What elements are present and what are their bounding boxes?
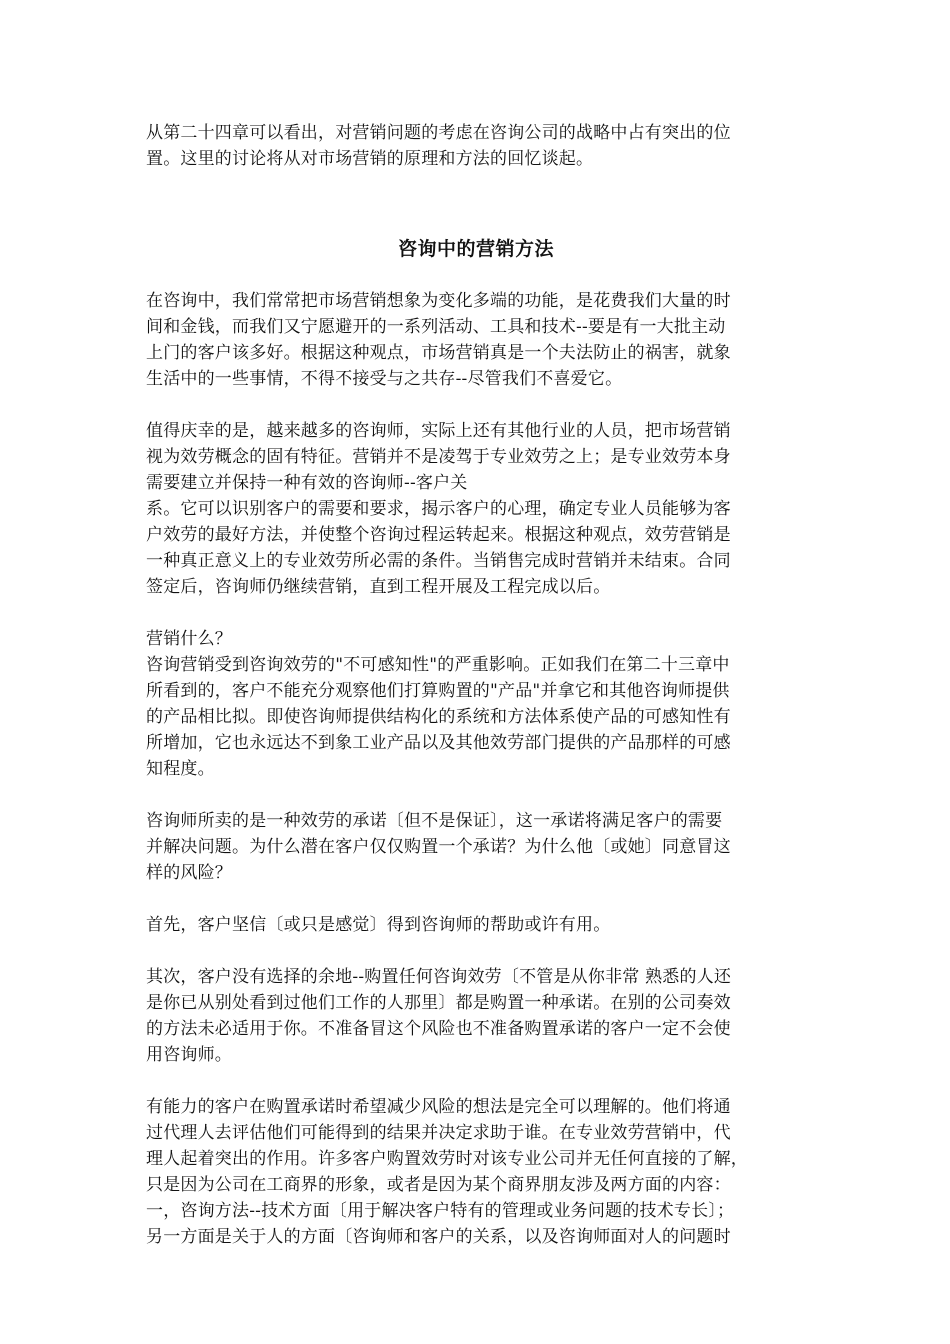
intro-paragraph — [146, 120, 806, 172]
paragraph-6 — [146, 964, 806, 1068]
text-line: 理人起着突出的作用。许多客户购置效劳时对该专业公司并无任何直接的了解， — [146, 1149, 748, 1169]
text-line: 视为效劳概念的固有特征。营销并不是凌驾于专业效劳之上；是专业效劳本身 — [146, 447, 731, 467]
text-line: 值得庆幸的是，越来越多的咨询师，实际上还有其他行业的人员，把市场营销 — [146, 421, 731, 441]
text-line: 所增加，它也永远达不到象工业产品以及其他效劳部门提供的产品那样的可感 — [146, 733, 731, 753]
text-line: 知程度。 — [146, 759, 215, 779]
paragraph-5 — [146, 912, 806, 938]
spacer — [146, 172, 806, 236]
text-line: 生活中的一些事情，不得不接受与之共存--尽管我们不喜爱它。 — [146, 369, 623, 389]
paragraph-2 — [146, 418, 806, 600]
paragraph-4 — [146, 808, 806, 886]
subheading-line: 营销什么？ — [146, 629, 232, 649]
text-line: 系。它可以识别客户的需要和要求，揭示客户的心理，确定专业人员能够为客 — [146, 499, 731, 519]
text-line: 间和金钱，而我们又宁愿避开的一系列活动、工具和技术--要是有一大批主动 — [146, 317, 726, 337]
text-line: 一种真正意义上的专业效劳所必需的条件。当销售完成时营销并未结束。合同 — [146, 551, 731, 571]
text-line: 上门的客户该多好。根据这种观点，市场营销真是一个夫法防止的祸害，就象 — [146, 343, 731, 363]
section-title: 咨询中的营销方法 — [397, 238, 554, 260]
text-line: 签定后，咨询师仍继续营销，直到工程开展及工程完成以后。 — [146, 577, 611, 597]
text-line: 在咨询中，我们常常把市场营销想象为变化多端的功能，是花费我们大量的时 — [146, 291, 731, 311]
text-line: 所看到的，客户不能充分观察他们打算购置的"产品"并拿它和其他咨询师提供 — [146, 681, 730, 701]
paragraph-1 — [146, 288, 806, 392]
text-line: 只是因为公司在工商界的形象，或者是因为某个商界朋友涉及两方面的内容： — [146, 1175, 731, 1195]
document-page — [146, 120, 806, 1250]
text-line: 的方法未必适用于你。不准备冒这个风险也不准备购置承诺的客户一定不会使 — [146, 1019, 731, 1039]
text-line: 一，咨询方法--技术方面〔用于解决客户特有的管理或业务问题的技术专长〕； — [146, 1201, 735, 1221]
text-line: 是你已从别处看到过他们工作的人那里〕都是购置一种承诺。在别的公司奏效 — [146, 993, 731, 1013]
text-line: 其次，客户没有选择的余地--购置任何咨询效劳〔不管是从你非常 熟悉的人还 — [146, 967, 732, 987]
text-line: 并解决问题。为什么潜在客户仅仅购置一个承诺？为什么他〔或她〕同意冒这 — [146, 837, 731, 857]
text-line: 的产品相比拟。即使咨询师提供结构化的系统和方法体系使产品的可感知性有 — [146, 707, 731, 727]
text-line: 从第二十四章可以看出，对营销问题的考虑在咨询公司的战略中占有突出的位 — [146, 123, 731, 143]
spacer — [146, 938, 806, 964]
text-line: 置。这里的讨论将从对市场营销的原理和方法的回忆谈起。 — [146, 149, 594, 169]
text-line: 咨询营销受到咨询效劳的"不可感知性"的严重影响。正如我们在第二十三章中 — [146, 655, 730, 675]
text-line: 户效劳的最好方法，并使整个咨询过程运转起来。根据这种观点，效劳营销是 — [146, 525, 731, 545]
text-line: 需要建立并保持一种有效的咨询师--客户关 — [146, 473, 468, 493]
paragraph-3 — [146, 626, 806, 782]
spacer — [146, 1068, 806, 1094]
text-line: 首先，客户坚信〔或只是感觉〕得到咨询师的帮助或许有用。 — [146, 915, 611, 935]
spacer — [146, 886, 806, 912]
text-line: 另一方面是关于人的方面〔咨询师和客户的关系，以及咨询师面对人的问题时 — [146, 1227, 731, 1247]
text-line: 过代理人去评估他们可能得到的结果并决定求助于谁。在专业效劳营销中，代 — [146, 1123, 731, 1143]
text-line: 有能力的客户在购置承诺时希望减少风险的想法是完全可以理解的。他们将通 — [146, 1097, 731, 1117]
text-line: 样的风险？ — [146, 863, 232, 883]
paragraph-7 — [146, 1094, 806, 1250]
text-line: 用咨询师。 — [146, 1045, 232, 1065]
spacer — [146, 262, 806, 288]
spacer — [146, 782, 806, 808]
spacer — [146, 392, 806, 418]
text-line: 咨询师所卖的是一种效劳的承诺〔但不是保证〕，这一承诺将满足客户的需要 — [146, 811, 723, 831]
spacer — [146, 600, 806, 626]
